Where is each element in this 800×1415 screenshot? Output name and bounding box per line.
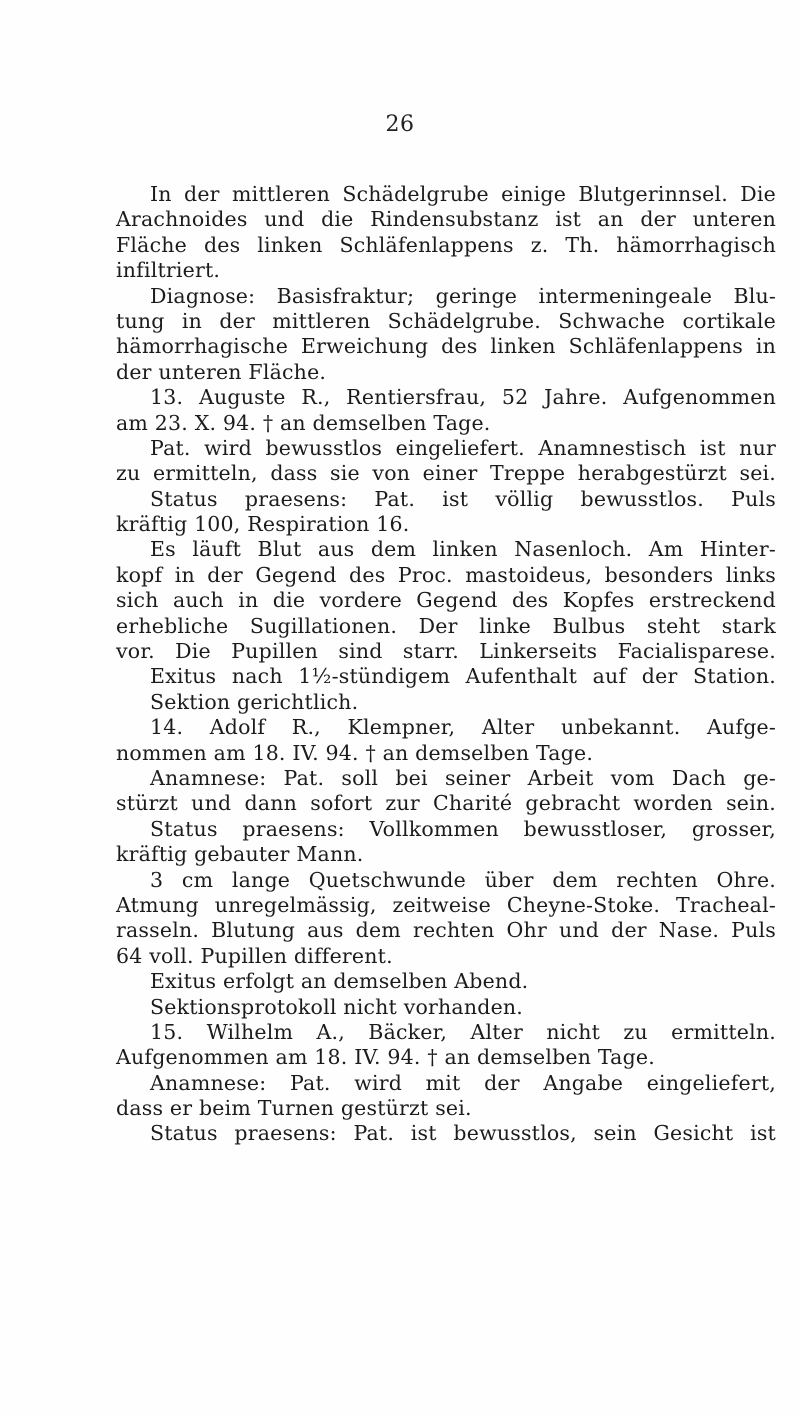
body-text	[116, 182, 776, 1147]
page-number: 26	[385, 112, 415, 137]
text-line: kräftig 100, Respiration 16.	[116, 512, 410, 537]
text-line: Exitus nach 1½-stündigem Aufenthalt auf der Station.	[150, 664, 776, 689]
text-line: Anamnese: Pat. soll bei seiner Arbeit vom Dach ge-	[150, 765, 776, 790]
text-line: Exitus erfolgt an demselben Abend.	[150, 969, 529, 994]
text-line: Atmung unregelmässig, zeitweise Cheyne-Stoke. Tracheal-	[116, 892, 776, 917]
text-line: Aufgenommen am 18. IV. 94. † an demselben Tage.	[116, 1045, 655, 1070]
text-line: Status praesens: Pat. ist völlig bewusstlos. Puls	[150, 486, 776, 511]
text-line: Sektionsprotokoll nicht vorhanden.	[150, 994, 524, 1019]
text-line: der unteren Fläche.	[116, 359, 327, 384]
text-line: In der mittleren Schädelgrube einige Blutgerinnsel. Die	[150, 182, 776, 206]
text-line: nommen am 18. IV. 94. † an demselben Tage.	[116, 740, 594, 765]
text-line: hämorrhagische Erweichung des linken Schläfenlappens in	[116, 334, 776, 359]
text-line: 14. Adolf R., Klempner, Alter unbekannt. Aufge-	[150, 715, 776, 740]
text-line: Status praesens: Vollkommen bewusstloser, grosser,	[150, 816, 776, 841]
text-line: kräftig gebauter Mann.	[116, 842, 364, 867]
text-line: erhebliche Sugillationen. Der linke Bulbus steht stark	[116, 613, 776, 638]
text-line: sich auch in die vordere Gegend des Kopfes erstreckend	[116, 588, 776, 613]
text-line: 15. Wilhelm A., Bäcker, Alter nicht zu ermitteln.	[150, 1019, 776, 1044]
text-line: am 23. X. 94. † an demselben Tage.	[116, 410, 491, 435]
text-line: kopf in der Gegend des Proc. mastoideus, besonders links	[116, 562, 776, 587]
text-line: Arachnoides und die Rindensubstanz ist an der unteren	[116, 207, 776, 232]
text-line: 64 voll. Pupillen different.	[116, 943, 393, 968]
text-line: vor. Die Pupillen sind starr. Linkerseits Facialisparese.	[116, 639, 776, 664]
text-line: tung in der mittleren Schädelgrube. Schwache cortikale	[116, 308, 776, 333]
text-line: infiltriert.	[116, 258, 221, 283]
text-line: rasseln. Blutung aus dem rechten Ohr und der Nase. Puls	[116, 918, 776, 943]
text-line: Diagnose: Basisfraktur; geringe intermeningeale Blu-	[150, 283, 776, 308]
text-line: dass er beim Turnen gestürzt sei.	[116, 1096, 472, 1121]
text-line: Pat. wird bewusstlos eingeliefert. Anamnestisch ist nur	[150, 435, 776, 460]
text-line: stürzt und dann sofort zur Charité gebracht worden sein.	[116, 791, 776, 816]
text-line: 3 cm lange Quetschwunde über dem rechten Ohre.	[150, 867, 776, 892]
text-line: Anamnese: Pat. wird mit der Angabe eingeliefert,	[150, 1070, 776, 1095]
text-line: Status praesens: Pat. ist bewusstlos, sein Gesicht ist	[150, 1121, 776, 1146]
text-line: 13. Auguste R., Rentiersfrau, 52 Jahre. Aufgenommen	[150, 385, 776, 410]
text-line: zu ermitteln, dass sie von einer Treppe herabgestürzt sei.	[116, 461, 776, 486]
text-line: Es läuft Blut aus dem linken Nasenloch. Am Hinter-	[150, 537, 776, 562]
text-line: Fläche des linken Schläfenlappens z. Th. hämorrhagisch	[116, 232, 776, 257]
text-line: Sektion gerichtlich.	[150, 689, 359, 714]
